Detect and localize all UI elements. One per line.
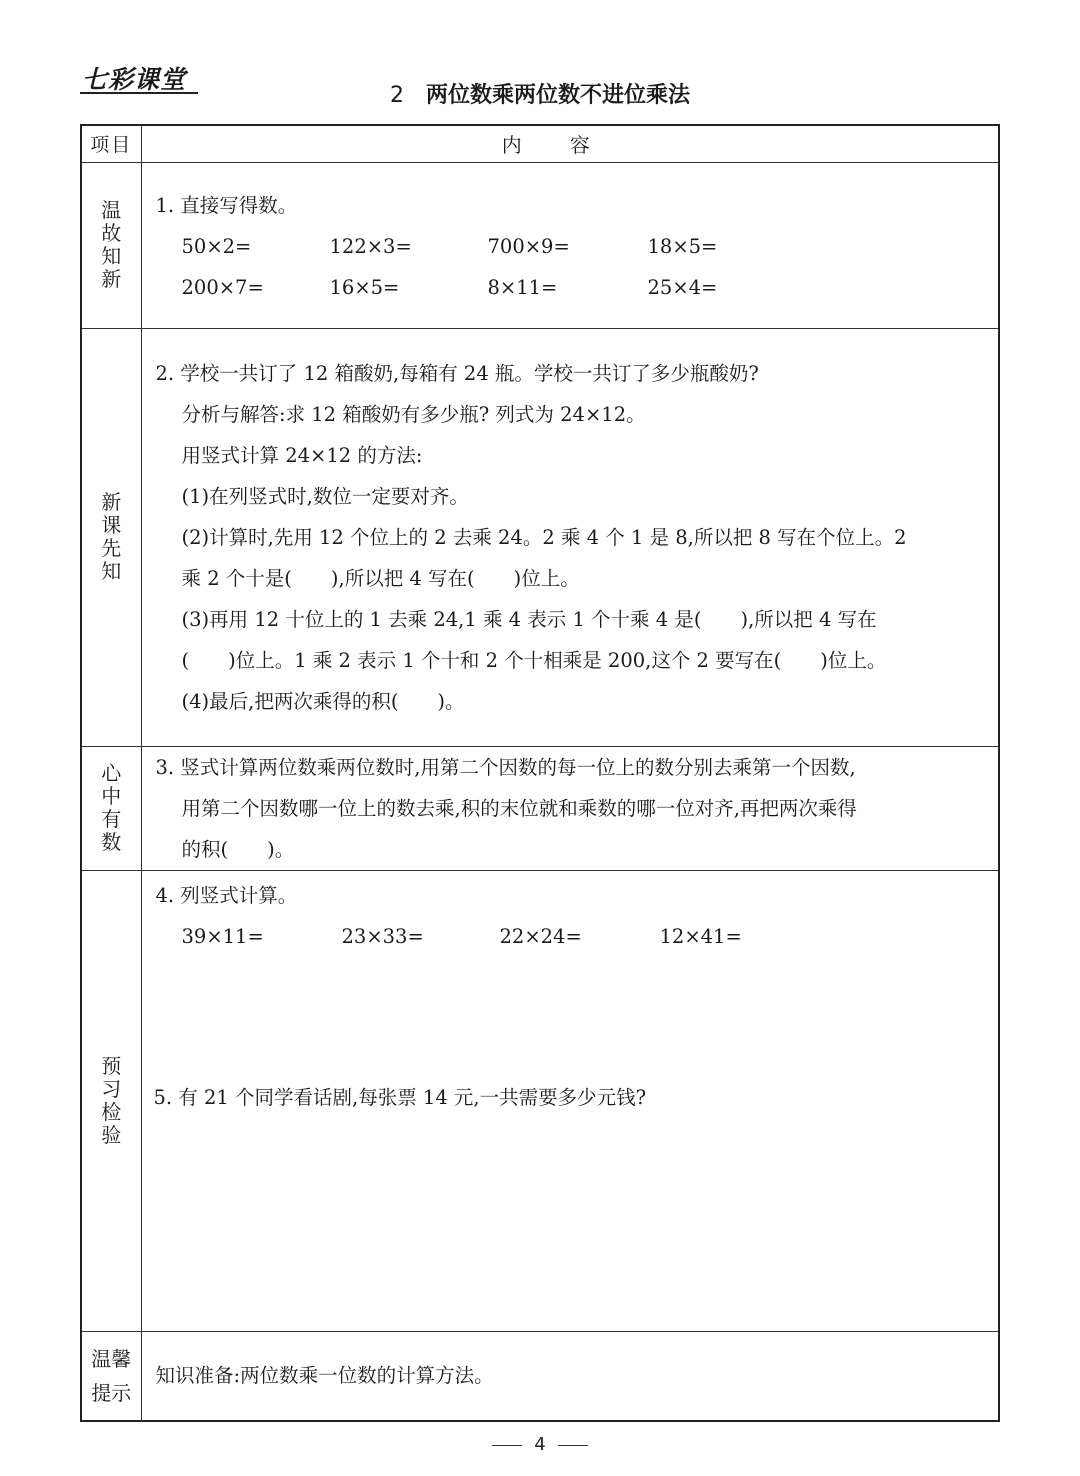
section-number: 2 xyxy=(389,83,404,108)
row-tip xyxy=(81,1331,999,1421)
page-footer xyxy=(0,1434,1080,1455)
footer-dash-left xyxy=(492,1445,522,1446)
calc-item: 8×11= xyxy=(487,275,558,299)
calc-item: 700×9= xyxy=(487,234,570,258)
section-title: 两位数乘两位数不进位乘法 xyxy=(425,83,690,108)
question-2-line: 用竖式计算 24×12 的方法: xyxy=(181,443,423,467)
row-label-summary xyxy=(81,746,141,870)
question-2-line: 分析与解答:求 12 箱酸奶有多少瓶? 列式为 24×12。 xyxy=(181,402,646,426)
question-1-row-2 xyxy=(156,267,991,308)
footer-dash-right xyxy=(558,1445,588,1446)
question-1-row-1 xyxy=(156,226,991,267)
question-3-line: 3. 竖式计算两位数乘两位数时,用第二个因数的每一位上的数分别去乘第一个因数, xyxy=(155,755,856,779)
calc-item: 16×5= xyxy=(329,275,400,299)
question-4-title: 4. 列竖式计算。 xyxy=(155,883,298,907)
question-3 xyxy=(141,746,999,870)
question-2-line: (4)最后,把两次乘得的积( )。 xyxy=(181,689,465,713)
calc-item: 25×4= xyxy=(647,275,718,299)
question-4-items xyxy=(156,916,991,957)
row-label-tip-text: 温馨提示 xyxy=(91,1346,132,1405)
question-4-5 xyxy=(141,870,999,1331)
tip-content xyxy=(141,1331,999,1421)
header-content: 内容 xyxy=(141,125,999,162)
tip-text: 知识准备:两位数乘一位数的计算方法。 xyxy=(155,1364,494,1388)
row-label-summary-text: 心中有数 xyxy=(101,761,122,854)
row-label-review-text: 温故知新 xyxy=(101,198,122,291)
question-1 xyxy=(141,162,999,328)
row-label-new-lesson xyxy=(81,328,141,746)
calc-item: 18×5= xyxy=(647,234,718,258)
page-title xyxy=(0,78,1080,109)
table-header-row xyxy=(81,125,999,162)
calc-item: 50×2= xyxy=(181,234,252,258)
row-new-lesson xyxy=(81,328,999,746)
worksheet-table xyxy=(80,124,1000,1422)
row-practice xyxy=(81,870,999,1331)
question-2-line: ( )位上。1 乘 2 表示 1 个十和 2 个十相乘是 200,这个 2 要写在( )位上。 xyxy=(181,648,887,672)
row-summary xyxy=(81,746,999,870)
calc-item: 200×7= xyxy=(181,275,264,299)
header-project: 项目 xyxy=(81,125,141,162)
calc-item: 12×41= xyxy=(659,924,742,948)
row-label-practice xyxy=(81,870,141,1331)
row-label-practice-text: 预习检验 xyxy=(101,1053,122,1147)
calc-item: 23×33= xyxy=(341,924,424,948)
row-label-tip xyxy=(81,1331,141,1421)
question-2-line: (2)计算时,先用 12 个位上的 2 去乘 24。2 乘 4 个 1 是 8,所以把 8 写在个位上。2 xyxy=(181,525,907,549)
question-5-title: 5. 有 21 个同学看话剧,每张票 14 元,一共需要多少元钱? xyxy=(153,1085,647,1109)
question-3-line: 的积( )。 xyxy=(181,837,295,861)
question-3-line: 用第二个因数哪一位上的数去乘,积的末位就和乘数的哪一位对齐,再把两次乘得 xyxy=(181,796,857,820)
row-review xyxy=(81,162,999,328)
row-label-new-lesson-text: 新课先知 xyxy=(101,490,122,583)
question-1-title: 1. 直接写得数。 xyxy=(155,193,298,217)
question-2-line: 乘 2 个十是( ),所以把 4 写在( )位上。 xyxy=(181,566,580,590)
row-label-review xyxy=(81,162,141,328)
page-number: 4 xyxy=(534,1434,546,1455)
calc-item: 39×11= xyxy=(181,924,264,948)
brand-logo-text: 七彩课堂 xyxy=(82,65,187,94)
question-2-title: 2. 学校一共订了 12 箱酸奶,每箱有 24 瓶。学校一共订了多少瓶酸奶? xyxy=(155,361,759,385)
question-2 xyxy=(141,328,999,746)
calc-item: 22×24= xyxy=(499,924,582,948)
calc-item: 122×3= xyxy=(329,234,412,258)
question-2-line: (3)再用 12 十位上的 1 去乘 24,1 乘 4 表示 1 个十乘 4 是( ),所以把 4 写在 xyxy=(181,607,877,631)
question-2-line: (1)在列竖式时,数位一定要对齐。 xyxy=(181,484,469,508)
